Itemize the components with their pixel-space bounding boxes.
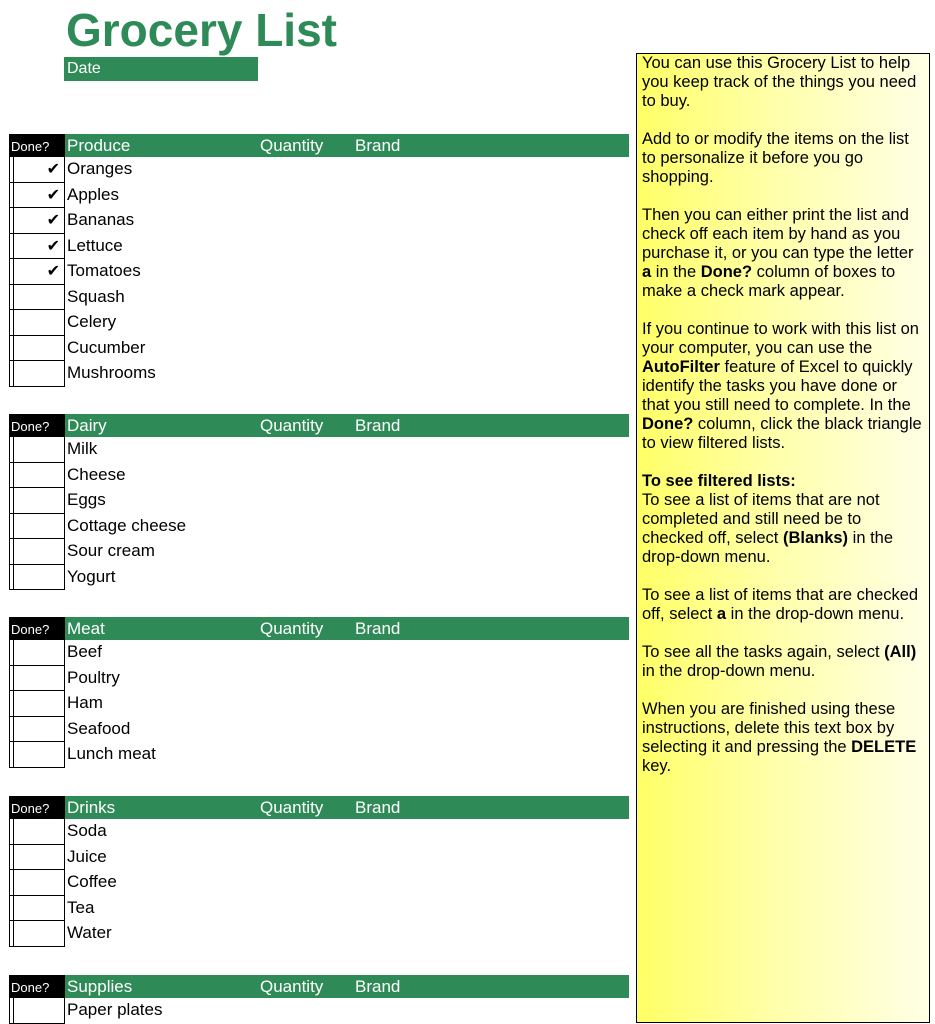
- done-checkbox[interactable]: [9, 666, 65, 692]
- done-filter-header[interactable]: Done?: [9, 796, 65, 819]
- category-header-bar: [65, 134, 629, 157]
- list-item: [9, 285, 629, 311]
- item-name: Poultry: [67, 667, 120, 687]
- done-checkbox[interactable]: [9, 285, 65, 311]
- list-item: [9, 666, 629, 692]
- section-meat: [9, 617, 629, 768]
- done-checkbox[interactable]: [9, 565, 65, 591]
- checkmark-icon: ✔: [46, 235, 60, 255]
- list-item: [9, 742, 629, 768]
- item-name: Seafood: [67, 718, 131, 738]
- instructions-paragraph: To see filtered lists: To see a list of items that are not completed and still need be to checked off, select (Blanks) in the drop-down menu.: [642, 472, 894, 566]
- list-item: [9, 640, 629, 666]
- done-checkbox[interactable]: [9, 921, 65, 947]
- item-name: Lunch meat: [67, 744, 156, 763]
- item-name: Tomatoes: [67, 261, 141, 280]
- item-name: Cottage cheese: [67, 515, 187, 535]
- done-checkbox[interactable]: [9, 742, 65, 768]
- list-item: [9, 691, 629, 717]
- category-header-bar: [65, 975, 629, 998]
- date-field[interactable]: [64, 57, 258, 81]
- checkmark-icon: ✔: [46, 159, 60, 178]
- item-name: Soda: [67, 821, 107, 840]
- category-header-bar: [65, 796, 629, 819]
- section-dairy: [9, 414, 629, 590]
- item-name: Juice: [67, 846, 107, 866]
- done-checkbox[interactable]: [9, 819, 65, 845]
- item-name: Oranges: [67, 159, 133, 178]
- done-checkbox[interactable]: [9, 514, 65, 540]
- list-item: [9, 488, 629, 514]
- quantity-header: Quantity: [260, 798, 324, 817]
- category-header-bar: [65, 617, 629, 640]
- brand-header: Brand: [355, 619, 401, 638]
- quantity-header: Quantity: [260, 977, 324, 996]
- instructions-paragraph: To see a list of items that are checked off, select a in the drop-down menu.: [642, 586, 919, 623]
- section-supplies: [9, 975, 629, 1024]
- item-name: Lettuce: [67, 235, 123, 255]
- list-item: [9, 921, 629, 947]
- done-checkbox[interactable]: [9, 640, 65, 666]
- item-name: Tea: [67, 897, 95, 917]
- list-item: [9, 208, 629, 234]
- category-label: Meat: [67, 619, 105, 638]
- list-item: [9, 183, 629, 209]
- list-item: [9, 310, 629, 336]
- done-filter-header[interactable]: Done?: [9, 134, 65, 157]
- checkmark-icon: ✔: [46, 210, 60, 229]
- category-header-bar: [65, 414, 629, 437]
- item-name: Squash: [67, 286, 125, 306]
- done-checkbox[interactable]: [9, 259, 65, 285]
- section-header: [9, 975, 629, 998]
- instructions-paragraph: Add to or modify the items on the list to personalize it before you go shopping.: [642, 130, 909, 186]
- instructions-text-box[interactable]: [636, 53, 930, 1023]
- section-header: [9, 617, 629, 640]
- category-label: Supplies: [67, 977, 133, 996]
- instructions-paragraph: Then you can either print the list and check off each item by hand as you purchase it, or you can type the letter a in the Done? column of boxes to make a check mark appear.: [642, 206, 914, 300]
- done-filter-header[interactable]: Done?: [9, 617, 65, 640]
- item-name: Ham: [67, 693, 103, 712]
- filtered-lists-heading: To see filtered lists:: [642, 472, 796, 490]
- item-name: Coffee: [67, 872, 117, 891]
- done-checkbox[interactable]: [9, 845, 65, 871]
- instructions-paragraph: To see all the tasks again, select (All) in the drop-down menu.: [642, 643, 917, 680]
- category-label: Produce: [67, 136, 131, 155]
- done-checkbox[interactable]: [9, 463, 65, 489]
- quantity-header: Quantity: [260, 416, 324, 435]
- done-checkbox[interactable]: [9, 691, 65, 717]
- list-item: [9, 514, 629, 540]
- done-checkbox[interactable]: [9, 208, 65, 234]
- list-item: [9, 361, 629, 387]
- done-checkbox[interactable]: [9, 437, 65, 463]
- item-name: Paper plates: [67, 1000, 163, 1019]
- done-filter-header[interactable]: Done?: [9, 414, 65, 437]
- done-filter-header[interactable]: Done?: [9, 975, 65, 998]
- done-checkbox[interactable]: [9, 183, 65, 209]
- item-name: Celery: [67, 312, 117, 331]
- checkmark-icon: ✔: [46, 184, 60, 204]
- instructions-paragraph: If you continue to work with this list on your computer, you can use the AutoFilter feature of Excel to quickly identify the tasks you have done or that you still need to complete. In the Done? column, click the black triangle to view filtered lists.: [642, 320, 922, 452]
- done-checkbox[interactable]: [9, 896, 65, 922]
- item-name: Milk: [67, 439, 98, 458]
- list-item: [9, 234, 629, 260]
- done-checkbox[interactable]: [9, 234, 65, 260]
- section-header: [9, 796, 629, 819]
- done-checkbox[interactable]: [9, 361, 65, 387]
- quantity-header: Quantity: [260, 136, 324, 155]
- list-item: [9, 336, 629, 362]
- brand-header: Brand: [355, 798, 401, 817]
- section-header: [9, 134, 629, 157]
- list-item: [9, 870, 629, 896]
- item-name: Sour cream: [67, 541, 155, 560]
- item-name: Mushrooms: [67, 363, 156, 382]
- item-name: Beef: [67, 642, 102, 661]
- category-label: Drinks: [67, 798, 116, 817]
- brand-header: Brand: [355, 136, 401, 155]
- list-item: [9, 437, 629, 463]
- list-item: [9, 539, 629, 565]
- list-item: [9, 259, 629, 285]
- category-label: Dairy: [67, 416, 107, 435]
- item-name: Eggs: [67, 490, 106, 509]
- item-name: Bananas: [67, 210, 135, 229]
- brand-header: Brand: [355, 977, 401, 996]
- item-name: Apples: [67, 184, 119, 204]
- done-checkbox[interactable]: [9, 539, 65, 565]
- list-item: [9, 463, 629, 489]
- item-name: Cheese: [67, 464, 126, 484]
- section-produce: [9, 134, 629, 387]
- date-label: Date: [67, 60, 101, 77]
- list-item: [9, 896, 629, 922]
- list-item: [9, 565, 629, 591]
- section-drinks: [9, 796, 629, 947]
- section-header: [9, 414, 629, 437]
- done-checkbox[interactable]: [9, 717, 65, 743]
- item-name: Yogurt: [67, 566, 116, 586]
- quantity-header: Quantity: [260, 619, 324, 638]
- checkmark-icon: ✔: [46, 261, 60, 280]
- brand-header: Brand: [355, 416, 401, 435]
- instructions-paragraph: You can use this Grocery List to help you keep track of the things you need to buy.: [642, 54, 917, 110]
- done-checkbox[interactable]: [9, 870, 65, 896]
- item-name: Water: [67, 923, 112, 942]
- list-item: [9, 157, 629, 183]
- done-checkbox[interactable]: [9, 336, 65, 362]
- item-name: Cucumber: [67, 337, 146, 357]
- list-item: [9, 845, 629, 871]
- done-checkbox[interactable]: [9, 310, 65, 336]
- page-title: Grocery List: [66, 4, 337, 56]
- done-checkbox[interactable]: [9, 488, 65, 514]
- list-item: [9, 819, 629, 845]
- instructions-paragraph: When you are finished using these instructions, delete this text box by selecting it and pressing the DELETE key.: [642, 700, 917, 775]
- list-item: [9, 717, 629, 743]
- done-checkbox[interactable]: [9, 157, 65, 183]
